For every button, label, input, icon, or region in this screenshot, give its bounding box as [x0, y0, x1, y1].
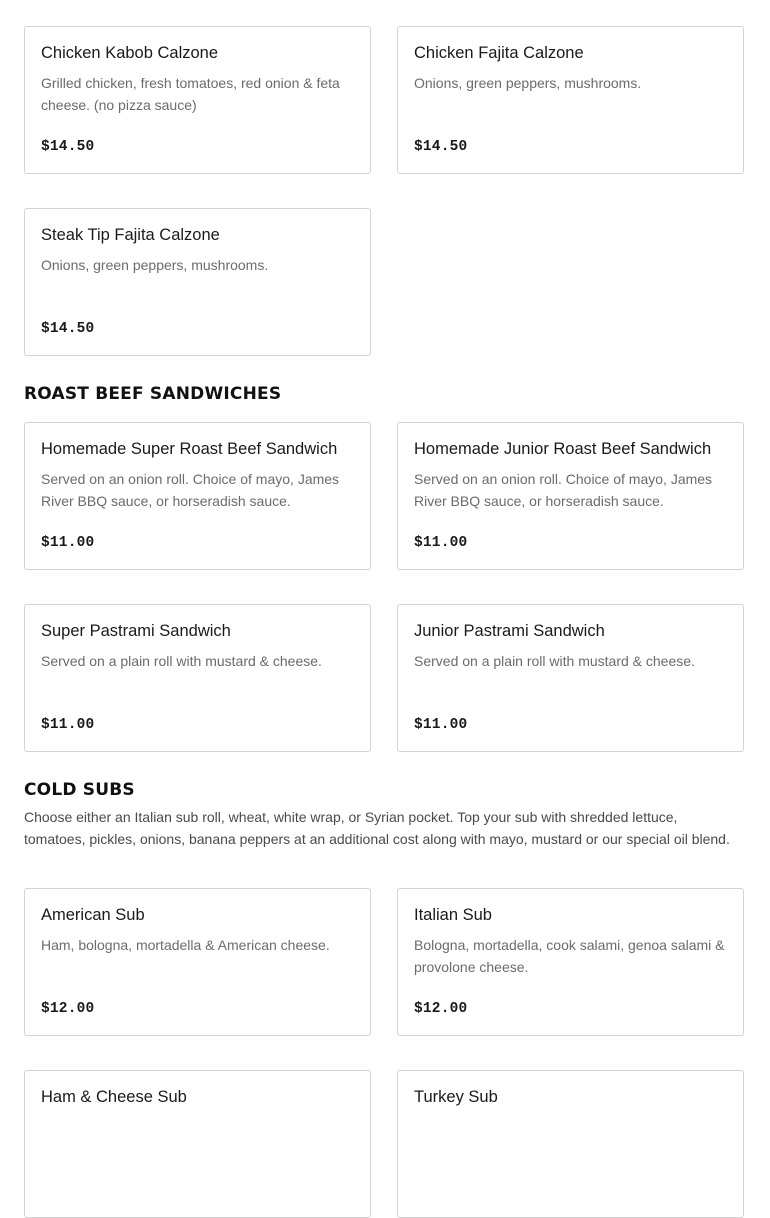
menu-item-card[interactable]	[24, 208, 371, 356]
menu-item-price: $11.00	[41, 535, 95, 551]
menu-item-name: Junior Pastrami Sandwich	[414, 622, 605, 640]
section-description: Choose either an Italian sub roll, wheat, white wrap, or Syrian pocket. Top your sub with shredded lettuce, tomatoes, pickles, onions, banana peppers at an additional cost along with mayo, mustard or our special oil blend.	[24, 809, 730, 847]
section-title: ROAST BEEF SANDWICHES	[24, 384, 282, 404]
menu-item-description: Served on an onion roll. Choice of mayo, James River BBQ sauce, or horseradish sauce.	[41, 471, 340, 509]
menu-item-card[interactable]	[397, 422, 744, 570]
menu-item-description: Onions, green peppers, mushrooms.	[41, 257, 269, 273]
menu-item-name: Super Pastrami Sandwich	[41, 622, 231, 640]
menu-item-price: $12.00	[41, 1001, 95, 1017]
menu-item-card[interactable]	[397, 1070, 744, 1218]
menu-item-card[interactable]	[24, 604, 371, 752]
menu-item-description: Onions, green peppers, mushrooms.	[414, 75, 642, 91]
menu-item-description: Bologna, mortadella, cook salami, genoa salami & provolone cheese.	[414, 937, 725, 975]
menu-item-description: Served on a plain roll with mustard & cheese.	[41, 653, 322, 669]
menu-item-description: Served on an onion roll. Choice of mayo, James River BBQ sauce, or horseradish sauce.	[414, 471, 713, 509]
menu-item-price: $14.50	[41, 139, 95, 155]
menu-item-name: Chicken Fajita Calzone	[414, 44, 584, 62]
menu-item-description: Ham, bologna, mortadella & American cheese.	[41, 937, 330, 953]
menu-item-card[interactable]	[24, 26, 371, 174]
menu-item-card[interactable]	[397, 26, 744, 174]
menu-item-name: Ham & Cheese Sub	[41, 1088, 187, 1106]
menu-item-card[interactable]	[24, 1070, 371, 1218]
menu-item-price: $11.00	[414, 535, 468, 551]
menu-item-name: American Sub	[41, 906, 145, 924]
menu-item-name: Homemade Super Roast Beef Sandwich	[41, 440, 338, 458]
section-title: COLD SUBS	[24, 780, 135, 800]
menu-item-name: Italian Sub	[414, 906, 492, 924]
menu-item-card[interactable]	[24, 888, 371, 1036]
menu-item-card[interactable]	[397, 604, 744, 752]
menu-item-description: Served on a plain roll with mustard & cheese.	[414, 653, 695, 669]
menu-item-description: Grilled chicken, fresh tomatoes, red onion & feta cheese. (no pizza sauce)	[41, 75, 340, 113]
menu-item-price: $14.50	[41, 321, 95, 337]
menu-item-price: $11.00	[41, 717, 95, 733]
menu-item-price: $14.50	[414, 139, 468, 155]
menu-item-price: $12.00	[414, 1001, 468, 1017]
menu-item-name: Chicken Kabob Calzone	[41, 44, 219, 62]
menu-item-name: Steak Tip Fajita Calzone	[41, 226, 220, 244]
menu-item-price: $11.00	[414, 717, 468, 733]
menu-item-name: Turkey Sub	[414, 1088, 498, 1106]
menu-item-card[interactable]	[24, 422, 371, 570]
menu-item-card[interactable]	[397, 888, 744, 1036]
menu-item-name: Homemade Junior Roast Beef Sandwich	[414, 440, 712, 458]
